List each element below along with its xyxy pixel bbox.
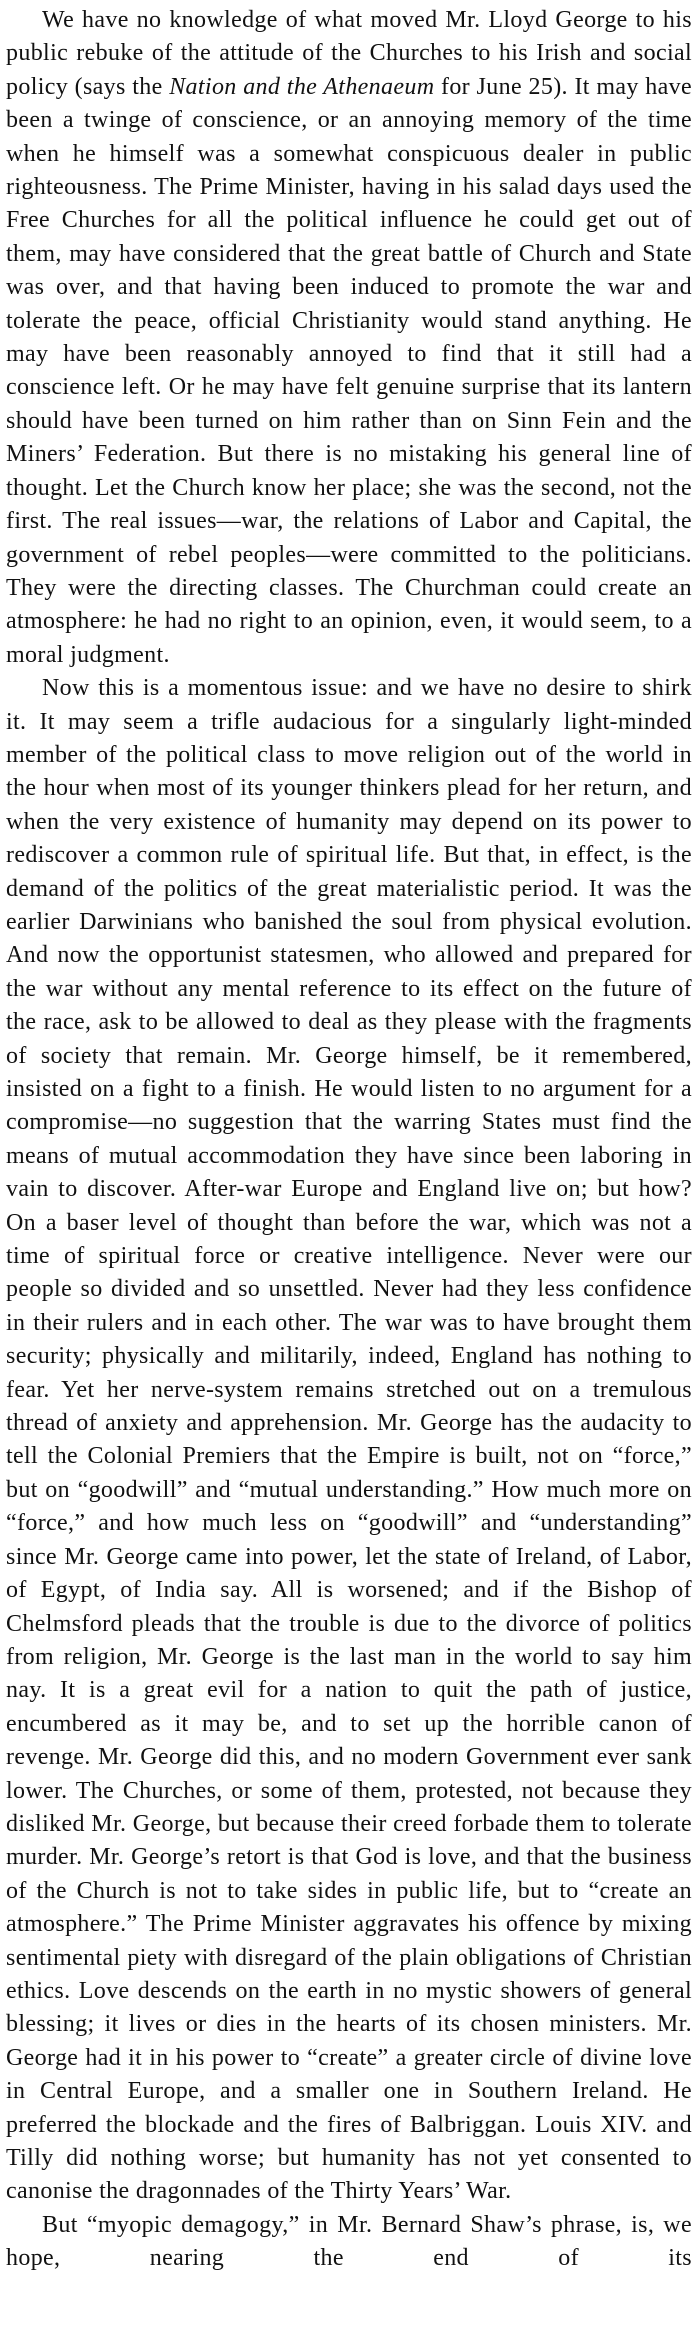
- article-paragraph: [6, 672, 692, 2209]
- publication-title: Nation and the Athenaeum: [169, 73, 435, 100]
- article-paragraph: [6, 2209, 692, 2276]
- paragraph-text: for June 25). It may have been a twinge of conscience, or an annoying memory of the time when he himself was a somewhat conspicuous dealer in public righteousness. The Prime Minister, having in his salad days used the Free Churches for all the political influence he could get out of them, may have considered that the great battle of Church and State was over, and that having been induced to promote the war and tolerate the peace, official Christianity would stand anything. He may have been reasonably annoyed to find that it still had a conscience left. Or he may have felt genuine surprise that its lantern should have been turned on him rather than on Sinn Fein and the Miners’ Federation. But there is no mistaking his general line of thought. Let the Church know her place; she was the second, not the first. The real issues—war, the relations of Labor and Capital, the government of rebel peoples—were committed to the politicians. They were the directing classes. The Churchman could create an atmosphere: he had no right to an opinion, even, it would seem, to a moral judgment.: [6, 73, 692, 668]
- paragraph-text: Now this is a momentous issue: and we have no desire to shirk it. It may seem a trifle audacious for a singularly light-minded member of the political class to move religion out of the world in the hour when most of its younger thinkers plead for her return, and when the very existence of humanity may depend on its power to rediscover a common rule of spiritual life. But that, in effect, is the demand of the politics of the great materialistic period. It was the earlier Darwinians who banished the soul from physical evolution. And now the opportunist statesmen, who allowed and prepared for the war without any mental reference to its effect on the future of the race, ask to be allowed to deal as they please with the fragments of society that remain. Mr. George himself, be it remembered, insisted on a fight to a finish. He would listen to no argument for a compromise—no suggestion that the warring States must find the means of mutual accommodation they have since been laboring in vain to discover. After-war Europe and England live on; but how? On a baser level of thought than before the war, which was not a time of spiritual force or creative intelligence. Never were our people so divided and so unsettled. Never had they less confidence in their rulers and in each other. The war was to have brought them security; physically and militarily, indeed, England has nothing to fear. Yet her nerve-system remains stretched out on a tremulous thread of anxiety and apprehension. Mr. George has the audacity to tell the Colonial Premiers that the Empire is built, not on “force,” but on “goodwill” and “mutual understanding.” How much more on “force,” and how much less on “goodwill” and “understanding” since Mr. George came into power, let the state of Ireland, of Labor, of Egypt, of India say. All is worsened; and if the Bishop of Chelmsford pleads that the trouble is due to the divorce of politics from religion, Mr. George is the last man in the world to say him nay. It is a great evil for a nation to quit the path of justice, encumbered as it may be, and to set up the horrible canon of revenge. Mr. George did this, and no modern Government ever sank lower. The Churches, or some of them, protested, not because they disliked Mr. George, but because their creed forbade them to tolerate murder. Mr. George’s retort is that God is love, and that the business of the Church is not to take sides in public life, but to “create an atmosphere.” The Prime Minister aggravates his offence by mixing sentimental piety with disregard of the plain obligations of Christian ethics. Love descends on the earth in no mystic showers of general blessing; it lives or dies in the hearts of its chosen ministers. Mr. George had it in his power to “create” a greater circle of divine love in Central Europe, and a smaller one in Southern Ireland. He preferred the blockade and the fires of Balbriggan. Louis XIV. and Tilly did nothing worse; but humanity has not yet consented to canonise the dragonnades of the Thirty Years’ War.: [6, 675, 692, 2205]
- article-body: [6, 4, 692, 2324]
- paragraph-text: But “myopic demagogy,” in Mr. Bernard Shaw’s phrase, is, we hope, nearing the end of its: [6, 2211, 692, 2272]
- article-paragraph: [6, 4, 692, 672]
- paragraph-text: We have no knowledge of what moved Mr. Lloyd George to his public rebuke of the attitude of the Churches to his Irish and social policy (says the: [6, 7, 692, 100]
